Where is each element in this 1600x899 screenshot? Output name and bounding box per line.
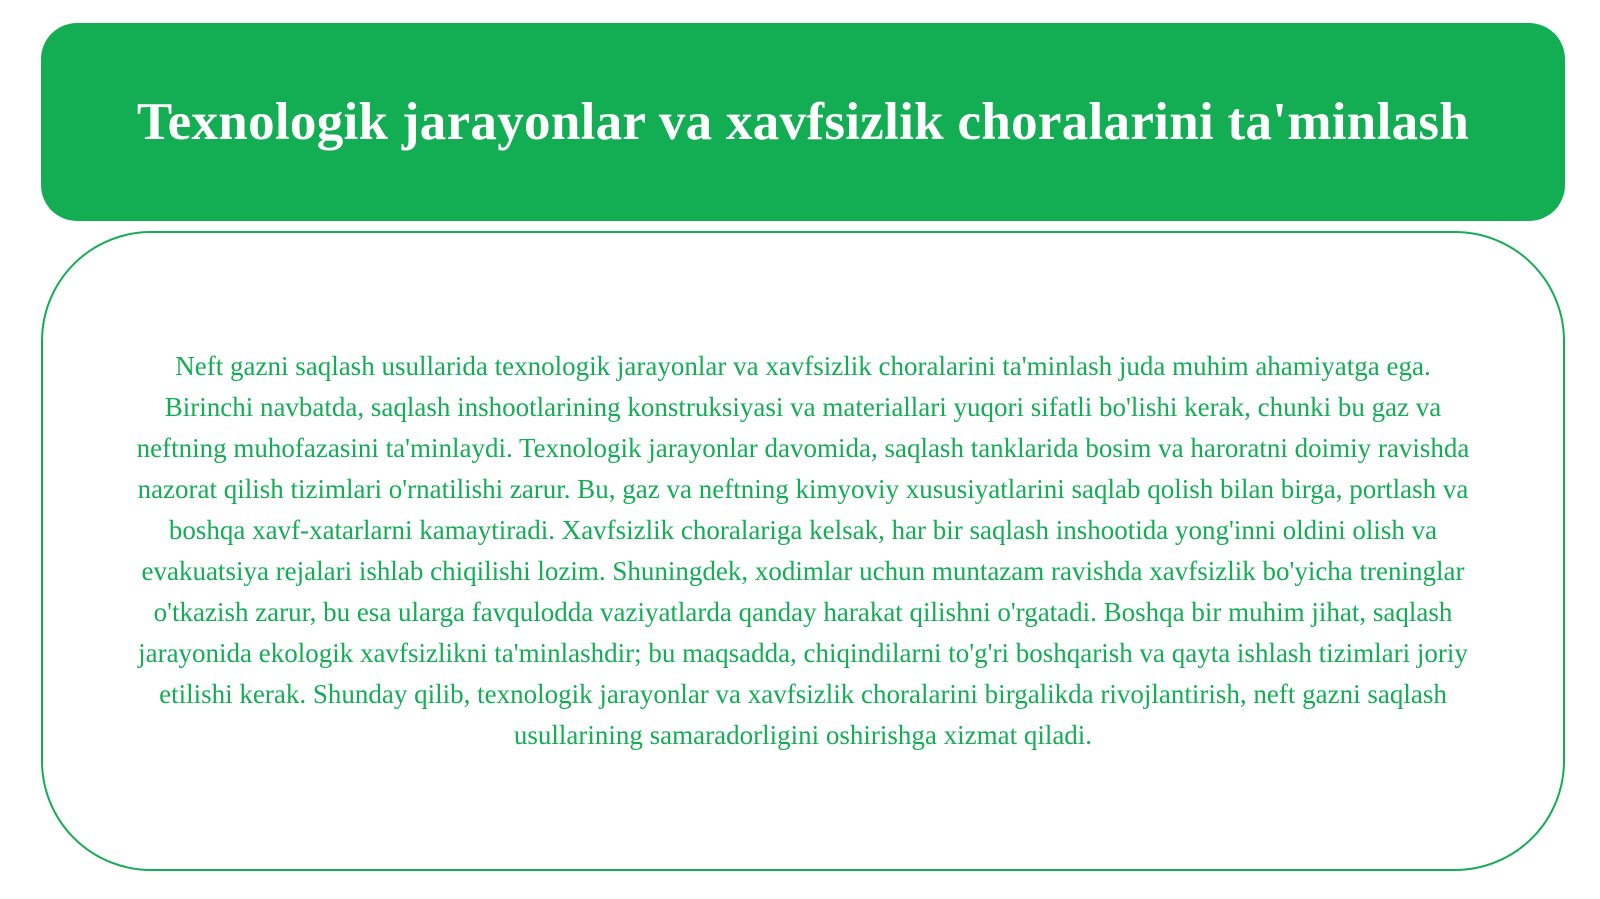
page-title: Texnologik jarayonlar va xavfsizlik choralarini ta'minlash (136, 93, 1470, 151)
title-banner (41, 23, 1565, 221)
content-panel (41, 231, 1565, 871)
body-text: Neft gazni saqlash usullarida texnologik jarayonlar va xavfsizlik choralarini ta'minlash juda muhim ahamiyatga ega. Birinchi navbatda, saqlash inshootlarining konstruksiyasi va materiallari yuqori sifatli bo'lishi kerak, chunki bu gaz va neftning muhofazasini ta'minlaydi. Texnologik jarayonlar davomida, saqlash tanklarida bosim va haroratni doimiy ravishda nazorat qilish tizimlari o'rnatilishi zarur. Bu, gaz va neftning kimyoviy xususiyatlarini saqlab qolish bilan birga, portlash va boshqa xavf-xatarlarni kamaytiradi. Xavfsizlik choralariga kelsak, har bir saqlash inshootida yong'inni oldini olish va evakuatsiya rejalari ishlab chiqilishi lozim. Shuningdek, xodimlar uchun muntazam ravishda xavfsizlik bo'yicha treninglar o'tkazish zarur, bu esa ularga favqulodda vaziyatlarda qanday harakat qilishni o'rgatadi. Boshqa bir muhim jihat, saqlash jarayonida ekologik xavfsizlikni ta'minlashdir; bu maqsadda, chiqindilarni to'g'ri boshqarish va qayta ishlash tizimlari joriy etilishi kerak. Shunday qilib, texnologik jarayonlar va xavfsizlik choralarini birgalikda rivojlantirish, neft gazni saqlash usullarining samaradorligini oshirishga xizmat qiladi. (136, 351, 1470, 750)
